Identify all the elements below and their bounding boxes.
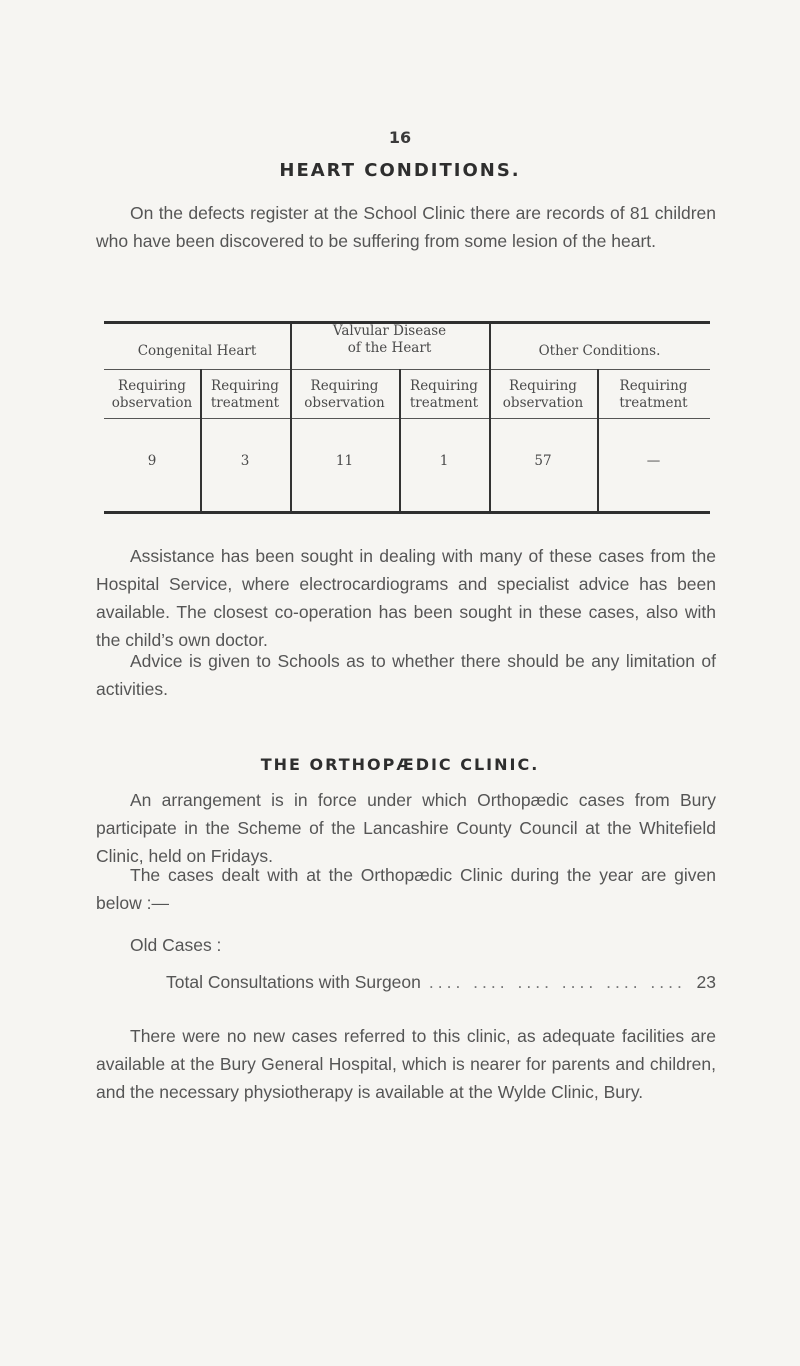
subheader-other-observation: [489, 378, 597, 412]
table-header-divider: [104, 369, 710, 370]
subheader-congenital-treatment: [200, 378, 290, 412]
old-cases-label: Old Cases :: [130, 935, 222, 955]
page-number: 16: [388, 128, 412, 147]
total-consultations-label: Total Consultations with Surgeon: [166, 972, 421, 992]
header-other-conditions: Other Conditions.: [538, 343, 661, 359]
subheader-line: Requiring: [310, 378, 379, 394]
paragraph-advice: [96, 647, 716, 703]
header-valvular-line2: of the Heart: [347, 340, 432, 356]
subheader-congenital-observation: [104, 378, 200, 412]
dotted-leader: .... .... .... .... .... ....: [428, 972, 686, 992]
paragraph-cases-text: The cases dealt with at the Orthopædic Clinic during the year are given below :—: [96, 865, 716, 913]
subheader-line: observation: [111, 395, 193, 411]
table-bottom-rule: [104, 511, 710, 514]
subheader-line: Requiring: [410, 378, 478, 394]
subheader-line: Requiring: [509, 378, 577, 394]
subheader-line: treatment: [409, 395, 479, 411]
paragraph-assistance-text: Assistance has been sought in dealing with many of these cases from the Hospital Service, where electrocardiograms and specialist advice has been available. The closest co-operation has been sought in these cases, also with the child’s own doctor.: [96, 546, 716, 650]
value-congenital-observation: 9: [147, 453, 157, 469]
paragraph-arrangement-text: An arrangement is in force under which Orthopædic cases from Bury participate in the Scheme of the Lancashire County Council at the Whitefield Clinic, held on Fridays.: [96, 790, 716, 866]
heading-orthopaedic-clinic: THE ORTHOPÆDIC CLINIC.: [260, 755, 540, 774]
subheader-valvular-observation: [290, 378, 399, 412]
heart-conditions-table: [104, 321, 710, 514]
total-consultations-row: [166, 972, 716, 993]
subheader-other-treatment: [597, 378, 710, 412]
value-congenital-treatment: 3: [240, 453, 250, 469]
total-consultations-value: 23: [696, 972, 716, 992]
paragraph-no-new-cases-text: There were no new cases referred to this clinic, as adequate facilities are available at the Bury General Hospital, which is nearer for parents and children, and the necessary physiotherapy is available at the Wylde Clinic, Bury.: [96, 1026, 716, 1102]
paragraph-heart-intro-text: On the defects register at the School Clinic there are records of 81 children who have been discovered to be suffering from some lesion of the heart.: [96, 203, 716, 251]
table-subheader-divider: [104, 418, 710, 419]
subheader-line: Requiring: [118, 378, 186, 394]
subheader-line: Requiring: [619, 378, 688, 394]
paragraph-heart-intro: [96, 199, 716, 255]
subheader-line: Requiring: [211, 378, 279, 394]
subheader-line: observation: [304, 395, 385, 411]
value-other-treatment: —: [646, 453, 661, 469]
value-valvular-treatment: 1: [439, 453, 449, 469]
subheader-line: treatment: [619, 395, 688, 411]
header-valvular-line1: Valvular Disease: [332, 323, 447, 339]
subheader-line: observation: [502, 395, 584, 411]
paragraph-arrangement: [96, 786, 716, 870]
paragraph-cases: [96, 861, 716, 917]
header-congenital-heart: Congenital Heart: [137, 343, 257, 359]
subheader-line: treatment: [210, 395, 280, 411]
subheader-valvular-treatment: [399, 378, 489, 412]
value-valvular-observation: 11: [335, 453, 354, 469]
heading-heart-conditions: HEART CONDITIONS.: [279, 160, 521, 181]
value-other-observation: 57: [534, 453, 552, 469]
paragraph-assistance: [96, 542, 716, 654]
paragraph-advice-text: Advice is given to Schools as to whether there should be any limitation of activities.: [96, 651, 716, 699]
paragraph-no-new-cases: [96, 1022, 716, 1106]
